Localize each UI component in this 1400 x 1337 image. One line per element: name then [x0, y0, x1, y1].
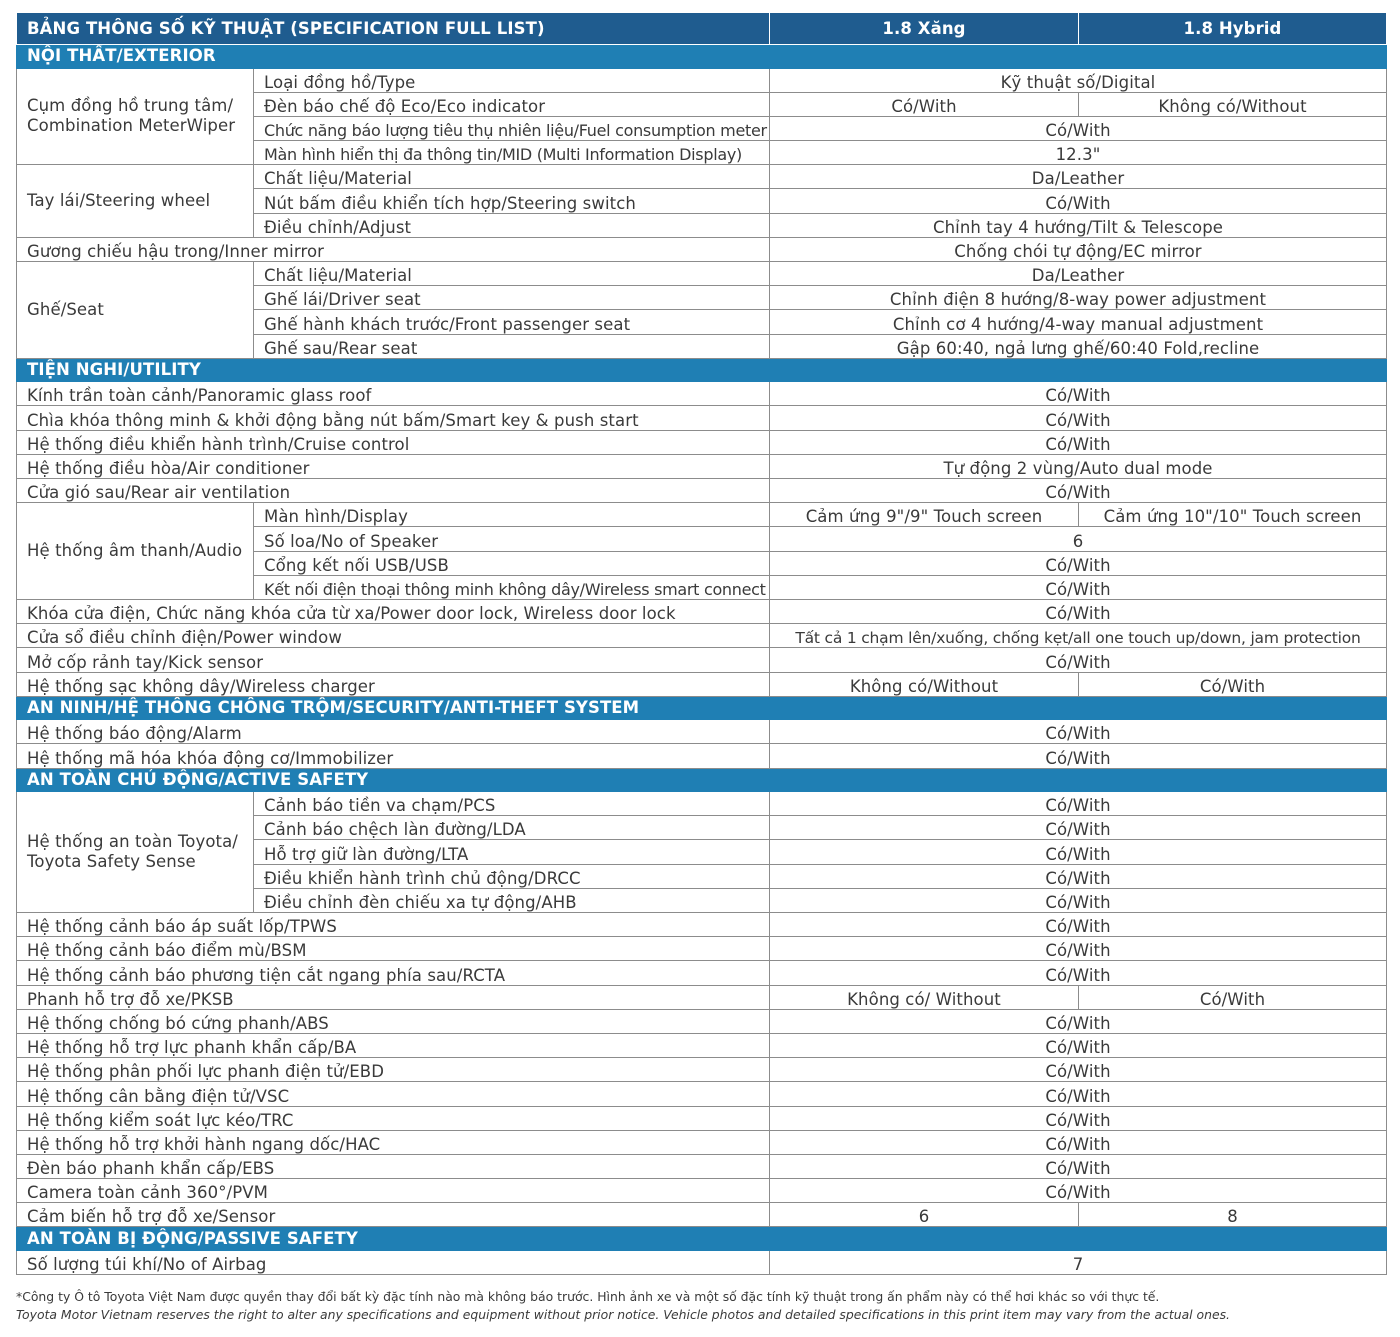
row-label: Cảnh báo chệch làn đường/LDA [254, 816, 770, 840]
table-row [17, 1130, 1387, 1154]
row-value: Có/With [770, 1106, 1387, 1130]
row-value: Có/With [770, 744, 1387, 768]
row-label: Mở cốp rảnh tay/Kick sensor [17, 648, 770, 672]
row-value: Có/With [770, 648, 1387, 672]
row-value: Kỹ thuật số/Digital [770, 68, 1387, 92]
row-value: Có/With [770, 189, 1387, 213]
table-row [17, 237, 1387, 261]
row-label: Đèn báo phanh khẩn cấp/EBS [17, 1154, 770, 1178]
row-value: Có/With [770, 864, 1387, 888]
row-label: Kết nối điện thoại thông minh không dây/Wireless smart connect [254, 575, 770, 599]
row-label: Ghế sau/Rear seat [254, 334, 770, 358]
row-value: 6 [770, 527, 1387, 551]
row-value: Có/With [770, 937, 1387, 961]
row-label: Hệ thống kiểm soát lực kéo/TRC [17, 1106, 770, 1130]
row-label: Chức năng báo lượng tiêu thụ nhiên liệu/Fuel consumption meter [254, 116, 770, 140]
row-value: Có/With [770, 1130, 1387, 1154]
row-value: Có/With [770, 720, 1387, 744]
row-label: Hệ thống cảnh báo điểm mù/BSM [17, 937, 770, 961]
table-row [17, 985, 1387, 1009]
table-row [17, 165, 1387, 189]
row-label: Màn hình hiển thị đa thông tin/MID (Multi Information Display) [254, 141, 770, 165]
row-label: Số loa/No of Speaker [254, 527, 770, 551]
row-value: Tự động 2 vùng/Auto dual mode [770, 454, 1387, 478]
row-label: Gương chiếu hậu trong/Inner mirror [17, 237, 770, 261]
row-label: Ghế hành khách trước/Front passenger seat [254, 310, 770, 334]
row-value: Có/With [770, 1179, 1387, 1203]
group-label-meter: Cụm đồng hồ trung tâm/ Combination MeterWiper [17, 68, 254, 165]
table-row [17, 68, 1387, 92]
row-value: Có/With [770, 430, 1387, 454]
group-label-seat: Ghế/Seat [17, 262, 254, 359]
row-value: Có/With [770, 913, 1387, 937]
row-value-hybrid: Không có/Without [1079, 92, 1387, 116]
table-title: BẢNG THÔNG SỐ KỸ THUẬT (SPECIFICATION FULL LIST) [17, 13, 770, 45]
table-row [17, 672, 1387, 696]
section-header-interior [17, 45, 1387, 69]
table-row [17, 454, 1387, 478]
table-row [17, 599, 1387, 623]
footnote [16, 1288, 1386, 1323]
row-label: Hệ thống sạc không dây/Wireless charger [17, 672, 770, 696]
row-label: Cảm biến hỗ trợ đỗ xe/Sensor [17, 1203, 770, 1227]
table-row [17, 792, 1387, 816]
row-value: Có/With [770, 1009, 1387, 1033]
table-row [17, 479, 1387, 503]
row-label: Chất liệu/Material [254, 165, 770, 189]
table-row [17, 913, 1387, 937]
row-value: Có/With [770, 816, 1387, 840]
row-label: Cảnh báo tiền va chạm/PCS [254, 792, 770, 816]
table-row [17, 648, 1387, 672]
row-label: Chất liệu/Material [254, 262, 770, 286]
row-label: Hệ thống hỗ trợ khởi hành ngang dốc/HAC [17, 1130, 770, 1154]
row-value: Có/With [770, 382, 1387, 406]
section-header-passive-safety [17, 1227, 1387, 1251]
section-header-utility [17, 358, 1387, 382]
row-label: Số lượng túi khí/No of Airbag [17, 1250, 770, 1274]
row-value: Có/With [770, 1033, 1387, 1057]
footnote-vietnamese: *Công ty Ô tô Toyota Việt Nam được quyền thay đổi bất kỳ đặc tính nào mà không báo trước. Hình ảnh xe và một số đặc tính kỹ thuật trong ấn phẩm này có thể hơi khác so với thực tế. [16, 1289, 1160, 1304]
section-title-security: AN NINH/HỆ THỐNG CHỐNG TRỘM/SECURITY/ANTI-THEFT SYSTEM [17, 696, 770, 720]
row-label: Khóa cửa điện, Chức năng khóa cửa từ xa/Power door lock, Wireless door lock [17, 599, 770, 623]
section-title-passive-safety: AN TOÀN BỊ ĐỘNG/PASSIVE SAFETY [17, 1227, 770, 1251]
row-label: Hệ thống cảnh báo phương tiện cắt ngang phía sau/RCTA [17, 961, 770, 985]
table-row [17, 1033, 1387, 1057]
row-label: Hệ thống báo động/Alarm [17, 720, 770, 744]
group-label-audio: Hệ thống âm thanh/Audio [17, 503, 254, 600]
section-title-utility: TIỆN NGHI/UTILITY [17, 358, 770, 382]
row-label: Hệ thống cân bằng điện tử/VSC [17, 1082, 770, 1106]
row-value-hybrid: 8 [1079, 1203, 1387, 1227]
row-label: Kính trần toàn cảnh/Panoramic glass roof [17, 382, 770, 406]
row-label: Cổng kết nối USB/USB [254, 551, 770, 575]
row-value: Có/With [770, 116, 1387, 140]
row-value: Có/With [770, 888, 1387, 912]
row-label: Hệ thống cảnh báo áp suất lốp/TPWS [17, 913, 770, 937]
row-label: Cửa sổ điều chỉnh điện/Power window [17, 624, 770, 648]
row-value-hybrid: Có/With [1079, 672, 1387, 696]
row-value-hybrid: Có/With [1079, 985, 1387, 1009]
row-value: Có/With [770, 840, 1387, 864]
row-label: Hệ thống điều khiển hành trình/Cruise control [17, 430, 770, 454]
row-label: Đèn báo chế độ Eco/Eco indicator [254, 92, 770, 116]
row-value: Chỉnh cơ 4 hướng/4-way manual adjustment [770, 310, 1387, 334]
table-row [17, 262, 1387, 286]
row-label: Màn hình/Display [254, 503, 770, 527]
specification-table [16, 12, 1387, 1275]
table-row [17, 720, 1387, 744]
row-value: Có/With [770, 406, 1387, 430]
row-value: Chỉnh điện 8 hướng/8-way power adjustment [770, 286, 1387, 310]
row-value: Có/With [770, 551, 1387, 575]
section-title-active-safety: AN TOÀN CHỦ ĐỘNG/ACTIVE SAFETY [17, 768, 770, 792]
row-value: Gập 60:40, ngả lưng ghế/60:40 Fold,recline [770, 334, 1387, 358]
table-header-row [17, 13, 1387, 45]
row-label: Điều khiển hành trình chủ động/DRCC [254, 864, 770, 888]
row-label: Điều chỉnh/Adjust [254, 213, 770, 237]
row-label: Hệ thống chống bó cứng phanh/ABS [17, 1009, 770, 1033]
row-value: Tất cả 1 chạm lên/xuống, chống kẹt/all one touch up/down, jam protection [770, 624, 1387, 648]
row-value-petrol: 6 [770, 1203, 1079, 1227]
row-value: 7 [770, 1250, 1387, 1274]
row-value: Chống chói tự động/EC mirror [770, 237, 1387, 261]
row-label: Hỗ trợ giữ làn đường/LTA [254, 840, 770, 864]
row-label: Hệ thống phân phối lực phanh điện tử/EBD [17, 1058, 770, 1082]
table-row [17, 961, 1387, 985]
row-value-petrol: Không có/ Without [770, 985, 1079, 1009]
row-value: Có/With [770, 961, 1387, 985]
section-header-security [17, 696, 1387, 720]
row-label: Cửa gió sau/Rear air ventilation [17, 479, 770, 503]
table-row [17, 1009, 1387, 1033]
spec-sheet [16, 12, 1386, 1275]
row-value-petrol: Có/With [770, 92, 1079, 116]
row-label: Hệ thống hỗ trợ lực phanh khẩn cấp/BA [17, 1033, 770, 1057]
row-label: Ghế lái/Driver seat [254, 286, 770, 310]
table-row [17, 744, 1387, 768]
table-row [17, 406, 1387, 430]
table-row [17, 1154, 1387, 1178]
row-value: 12.3" [770, 141, 1387, 165]
section-title-interior: NỘI THẤT/EXTERIOR [17, 45, 770, 69]
row-value-petrol: Không có/Without [770, 672, 1079, 696]
section-header-active-safety [17, 768, 1387, 792]
row-value: Có/With [770, 479, 1387, 503]
row-value-hybrid: Cảm ứng 10"/10" Touch screen [1079, 503, 1387, 527]
group-label-toyota-safety-sense: Hệ thống an toàn Toyota/ Toyota Safety Sense [17, 792, 254, 913]
table-row [17, 1082, 1387, 1106]
table-row [17, 937, 1387, 961]
row-value: Có/With [770, 792, 1387, 816]
row-label: Phanh hỗ trợ đỗ xe/PKSB [17, 985, 770, 1009]
row-value: Có/With [770, 1082, 1387, 1106]
row-label: Hệ thống mã hóa khóa động cơ/Immobilizer [17, 744, 770, 768]
table-row [17, 503, 1387, 527]
row-value: Da/Leather [770, 165, 1387, 189]
row-value-petrol: Cảm ứng 9"/9" Touch screen [770, 503, 1079, 527]
row-label: Camera toàn cảnh 360°/PVM [17, 1179, 770, 1203]
row-label: Điều chỉnh đèn chiếu xa tự động/AHB [254, 888, 770, 912]
row-label: Nút bấm điều khiển tích hợp/Steering switch [254, 189, 770, 213]
row-label: Loại đồng hồ/Type [254, 68, 770, 92]
row-label: Hệ thống điều hòa/Air conditioner [17, 454, 770, 478]
row-value: Có/With [770, 575, 1387, 599]
table-row [17, 1058, 1387, 1082]
table-row [17, 382, 1387, 406]
row-value: Có/With [770, 599, 1387, 623]
table-row [17, 1179, 1387, 1203]
row-value: Da/Leather [770, 262, 1387, 286]
footnote-english: Toyota Motor Vietnam reserves the right to alter any specifications and equipment without prior notice. Vehicle photos and detailed specifications in this print item may vary from the actual ones. [16, 1306, 1230, 1322]
column-header-petrol: 1.8 Xăng [770, 13, 1079, 45]
column-header-hybrid: 1.8 Hybrid [1079, 13, 1387, 45]
table-row [17, 1250, 1387, 1274]
table-row [17, 1106, 1387, 1130]
row-label: Chìa khóa thông minh & khởi động bằng nút bấm/Smart key & push start [17, 406, 770, 430]
row-value: Có/With [770, 1154, 1387, 1178]
table-row [17, 624, 1387, 648]
group-label-steering: Tay lái/Steering wheel [17, 165, 254, 238]
row-value: Chỉnh tay 4 hướng/Tilt & Telescope [770, 213, 1387, 237]
table-row [17, 430, 1387, 454]
row-value: Có/With [770, 1058, 1387, 1082]
table-row [17, 1203, 1387, 1227]
